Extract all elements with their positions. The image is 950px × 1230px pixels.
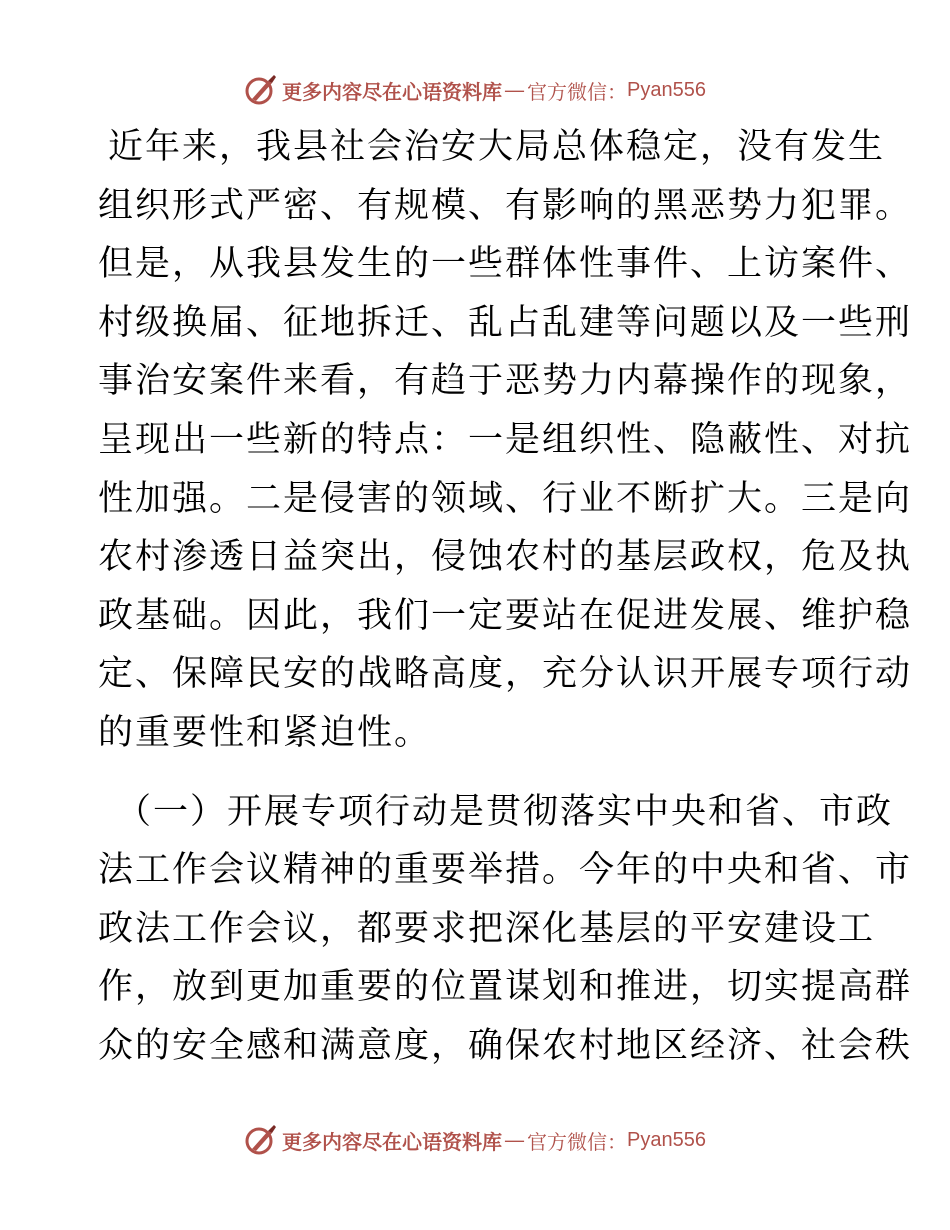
text-line: 作，放到更加重要的位置谋划和推进，切实提高群 [98,967,913,1008]
text-line: 但是，从我县发生的一些群体性事件、上访案件、 [98,244,913,285]
document-body [98,118,913,1076]
paragraph-1 [98,118,913,763]
text-line: 定、保障民安的战略高度，充分认识开展专项行动 [98,654,913,695]
text-line: 众的安全感和满意度，确保农村地区经济、社会秩 [98,1025,913,1066]
text-line: 政法工作会议，都要求把深化基层的平安建设工 [98,908,876,949]
text-line: （一）开展专项行动是贯彻落实中央和省、市政 [116,791,894,832]
header-banner-label: 官方微信： [527,79,628,104]
footer-banner [0,1120,950,1160]
text-line: 农村渗透日益突出，侵蚀农村的基层政权，危及执 [98,537,913,578]
pen-logo-icon [244,1123,278,1157]
footer-banner-dash: — [504,1128,526,1152]
header-banner [0,70,950,110]
text-line: 政基础。因此，我们一定要站在促进发展、维护稳 [98,595,913,636]
text-line: 村级换届、征地拆迁、乱占乱建等问题以及一些刑 [98,302,913,343]
text-line: 近年来，我县社会治安大局总体稳定，没有发生 [108,127,886,167]
text-line: 组织形式严密、有规模、有影响的黑恶势力犯罪。 [98,185,913,226]
text-line: 呈现出一些新的特点：一是组织性、隐蔽性、对抗 [98,419,913,460]
text-line: 法工作会议精神的重要举措。今年的中央和省、市 [98,850,913,891]
text-line: 的重要性和紧迫性。 [98,712,432,753]
header-banner-wechat-id: Pyan556 [627,78,706,101]
footer-banner-wechat-id: Pyan556 [627,1128,706,1151]
header-banner-dash: — [504,78,526,102]
header-banner-main: 更多内容尽在心语资料库 [282,79,503,104]
paragraph-2 [98,783,913,1076]
text-line: 性加强。二是侵害的领域、行业不断扩大。三是向 [98,478,913,519]
footer-banner-main: 更多内容尽在心语资料库 [282,1129,503,1154]
pen-logo-icon [244,73,278,107]
text-line: 事治安案件来看，有趋于恶势力内幕操作的现象， [98,361,913,402]
footer-banner-label: 官方微信： [527,1129,628,1154]
